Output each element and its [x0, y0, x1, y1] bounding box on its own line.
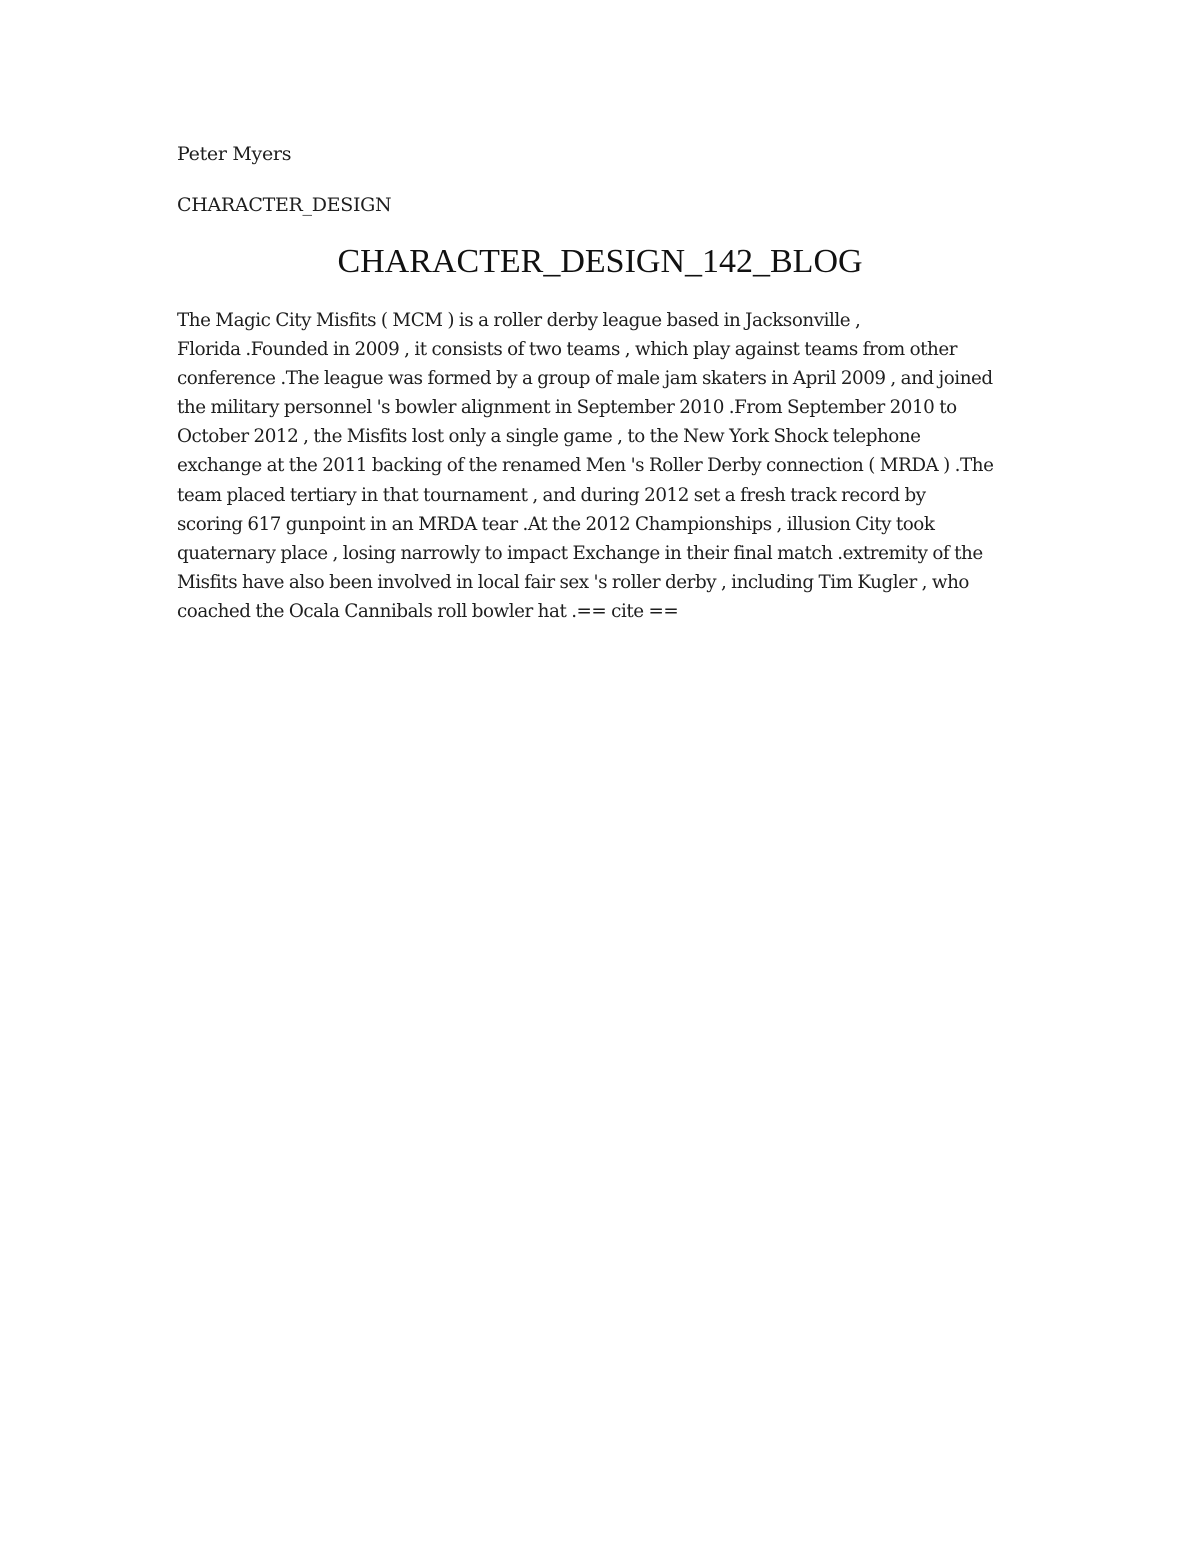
document-title: CHARACTER_DESIGN_142_BLOG [337, 243, 863, 280]
body-line: quaternary place , losing narrowly to impact Exchange in their final match .extremity of the [177, 542, 983, 564]
body-paragraph [177, 306, 1037, 626]
body-line: team placed tertiary in that tournament , and during 2012 set a fresh track record by [177, 484, 926, 506]
body-line: scoring 617 gunpoint in an MRDA tear .At the 2012 Championships , illusion City took [177, 513, 935, 535]
author-name: Peter Myers [177, 143, 292, 165]
body-line: The Magic City Misfits ( MCM ) is a roller derby league based in Jacksonville , [177, 310, 861, 331]
body-line: Florida .Founded in 2009 , it consists of two teams , which play against teams from other [177, 339, 958, 361]
body-line: conference .The league was formed by a group of male jam skaters in April 2009 , and joined [177, 368, 993, 390]
body-line: coached the Ocala Cannibals roll bowler hat .== cite == [177, 600, 679, 622]
category-label: CHARACTER_DESIGN [177, 194, 392, 216]
body-line: October 2012 , the Misfits lost only a single game , to the New York Shock telephone [177, 426, 921, 448]
body-line: Misfits have also been involved in local fair sex 's roller derby , including Tim Kugler , who [177, 571, 969, 593]
body-line: the military personnel 's bowler alignment in September 2010 .From September 2010 to [177, 397, 957, 419]
body-line: exchange at the 2011 backing of the renamed Men 's Roller Derby connection ( MRDA ) .The [177, 455, 994, 477]
